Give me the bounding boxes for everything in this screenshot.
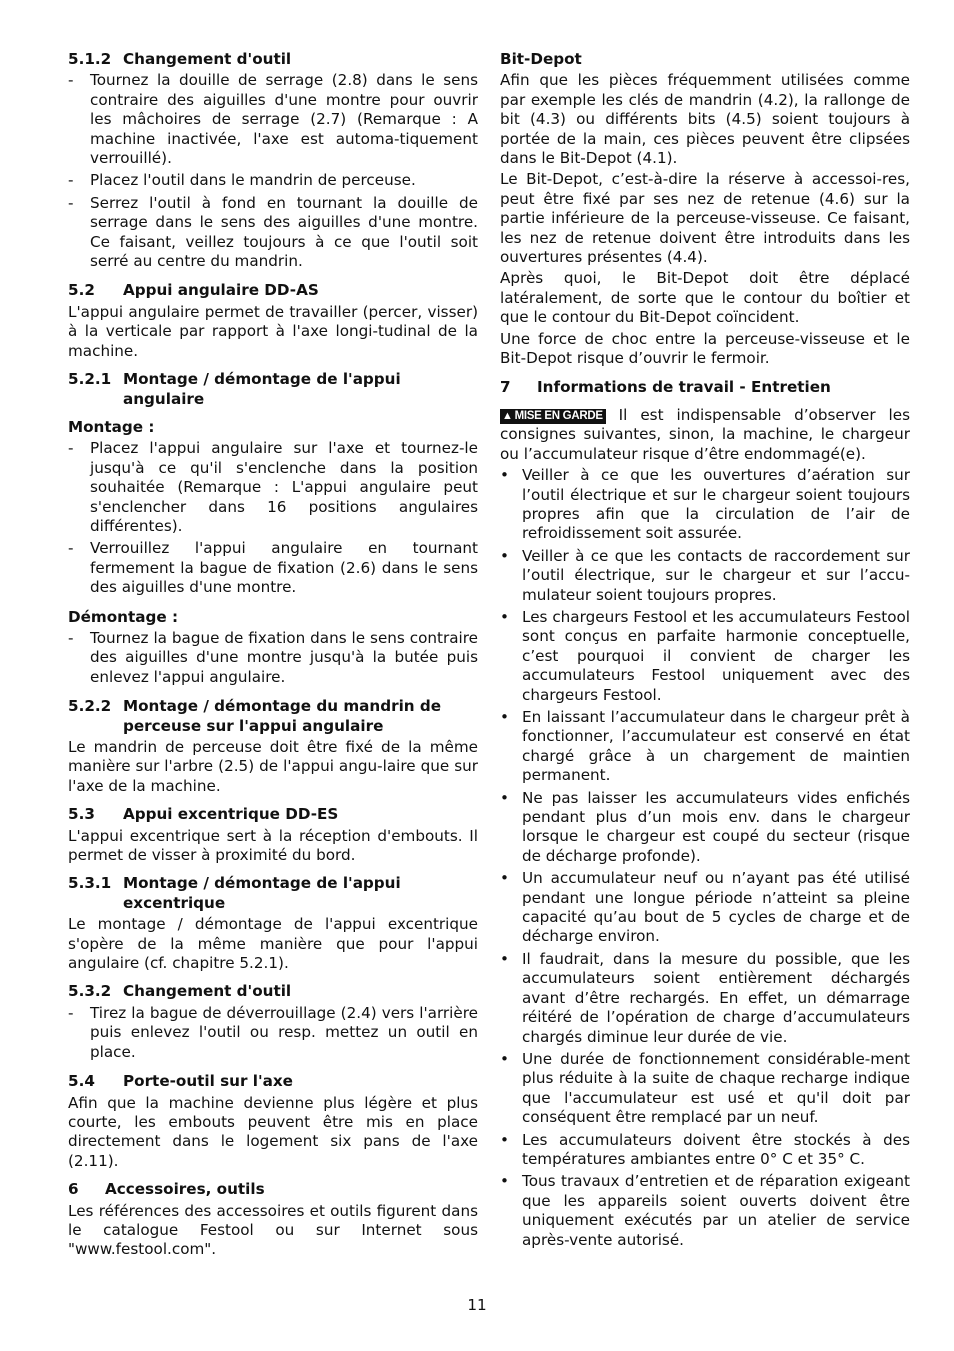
list-item: - Tirez la bague de déverrouillage (2.4) vers l'arrière puis enlevez l'outil ou resp. mettez un outil en place.: [68, 1003, 478, 1061]
paragraph: L'appui angulaire permet de travailler (percer, visser) à la verticale par rapport à l'axe longi-tudinal de la machine.: [68, 302, 478, 360]
list-item: - Tournez la douille de serrage (2.8) dans le sens contraire des aiguilles d'une montre pour ouvrir les mâchoires de serrage (2.7) (Remarque : A machine inactivée, l'axe est automa-tiquement verrouillé).: [68, 71, 478, 168]
warning-badge: ▲ MISE EN GARDE: [500, 409, 606, 424]
list-maintenance: [500, 466, 910, 1250]
heading-5-4: 5.4 Porte-outil sur l'axe: [68, 1072, 293, 1091]
paragraph: Le Bit-Depot, c’est-à-dire la réserve à accessoi-res, peut être fixé par ses nez de retenue (4.6) sur la partie inférieure de la perceuse-visseuse. Ce faisant, les nez de retenue doivent être introduits dans les ouvertures présentes (4.4).: [500, 170, 910, 267]
left-column: [68, 50, 478, 1262]
montage-label: Montage :: [68, 417, 155, 436]
heading-5-3-2: 5.3.2 Changement d'outil: [68, 982, 292, 1001]
list-item: • Une durée de fonctionnement considérable-ment plus réduite à la suite de chaque recharge indique que l'accumulateur est usé et qu'il doit par conséquent être remplacé par un neuf.: [500, 1049, 910, 1127]
list-item: • Veiller à ce que les contacts de raccordement sur l’outil électrique, sur le chargeur et sur l’accu-mulateur soient toujours propres.: [500, 546, 910, 604]
list-item: - Placez l'outil dans le mandrin de perceuse.: [68, 171, 416, 190]
list-item: • Il faudrait, dans la mesure du possible, que les accumulateurs soient entièrement déchargés avant d’être rechargés. En effet, un démarrage réitéré de l’opération de charge d’accumulateurs chargés diminue leur durée de vie.: [500, 949, 910, 1046]
list-item: • Les chargeurs Festool et les accumulateurs Festool sont conçus en parfaite harmonie conceptuelle, c’est pourquoi il convient de charger les accumulateurs Festool uniquement avec des chargeurs Festool.: [500, 607, 910, 704]
list-item: - Tournez la bague de fixation dans le sens contraire des aiguilles d'une montre jusqu'à la butée puis enlevez l'appui angulaire.: [68, 628, 478, 686]
page-number: 11: [467, 1296, 487, 1314]
warning-icon: ▲: [502, 409, 513, 422]
list-5-1-2: [68, 71, 478, 271]
list-item: • Veiller à ce que les ouvertures d’aération sur l’outil électrique et sur le chargeur soient toujours propres afin que la circulation de l’air de refroidissement soit assurée.: [500, 466, 910, 543]
right-column: [500, 50, 910, 1253]
paragraph: Après quoi, le Bit-Depot doit être déplacé latéralement, de sorte que le contour du boîtier et que le contour du Bit-Depot coïncident.: [500, 269, 910, 327]
warning-paragraph: ▲ MISE EN GARDE Il est indispensable d’observer les consignes suivantes, sinon, la machine, le chargeur ou l’accumulateur risque d’être endommagé(e).: [500, 405, 910, 463]
list-demontage: [68, 629, 478, 687]
list-item: • Ne pas laisser les accumulateurs vides enfichés pendant plus d’un mois env. dans le chargeur lorsque le chargeur est coupé du secteur (risque de décharge profonde).: [500, 788, 910, 865]
paragraph: Le montage / démontage de l'appui excentrique s'opère de la même manière que pour l'appui angulaire (cf. chapitre 5.2.1).: [68, 915, 478, 973]
paragraph: Afin que les pièces fréquemment utilisées comme par exemple les clés de mandrin (4.2), la rallonge de bit (4.3) ou différents bits (4.5) soient toujours à portée de la main, ces pièces peuvent être clipsées dans le Bit-Depot (4.1).: [500, 71, 910, 168]
list-item: • Un accumulateur neuf ou n’ayant pas été utilisé pendant une longue période n’atteint sa pleine capacité qu’au bout de 5 cycles de charge et de décharge environ.: [500, 869, 910, 946]
paragraph: Une force de choc entre la perceuse-visseuse et le Bit-Depot risque d’ouvrir le fermoir.: [500, 329, 910, 368]
heading-5-3-1: 5.3.1 Montage / démontage de l'appui excentrique: [68, 874, 401, 912]
paragraph: Afin que la machine devienne plus légère et plus courte, les embouts peuvent être mis en place directement dans le logement six pans de l'axe (2.11).: [68, 1093, 478, 1170]
heading-5-3: 5.3 Appui excentrique DD-ES: [68, 805, 339, 824]
heading-bit-depot: Bit-Depot: [500, 50, 582, 68]
paragraph: Le mandrin de perceuse doit être fixé de la même manière sur l'arbre (2.5) de l'appui angu-laire que sur l'axe de la machine.: [68, 738, 478, 795]
heading-6: 6 Accessoires, outils: [68, 1180, 265, 1199]
list-item: - Serrez l'outil à fond en tournant la douille de serrage dans le sens des aiguilles d'une montre. Ce faisant, veillez toujours à ce que l'outil soit serré au centre du mandrin.: [68, 193, 478, 271]
list-item: • Tous travaux d’entretien et de réparation exigeant que les appareils soient ouverts doivent être uniquement exécutés par un atelier de service après-vente autorisé.: [500, 1172, 910, 1249]
list-item: • Les accumulateurs doivent être stockés à des températures ambiantes entre 0° C et 35° C.: [500, 1130, 910, 1168]
list-item: - Placez l'appui angulaire sur l'axe et tournez-le jusqu'à ce qu'il s'enclenche dans la position souhaitée (Remarque : L'appui angulaire peut s'enclencher dans 16 positions angulaires différentes).: [68, 439, 478, 535]
heading-5-2: 5.2 Appui angulaire DD-AS: [68, 281, 319, 300]
heading-7: 7 Informations de travail - Entretien: [500, 377, 831, 396]
list-item: • En laissant l’accumulateur dans le chargeur prêt à fonctionner, l’accumulateur est conservé en état chargé grâce à un chargement de maintien permanent.: [500, 708, 910, 785]
heading-5-2-2: 5.2.2 Montage / démontage du mandrin de perceuse sur l'appui angulaire: [68, 697, 442, 735]
demontage-label: Démontage :: [68, 607, 179, 626]
heading-5-1-2: 5.1.2 Changement d'outil: [68, 50, 292, 68]
list-montage: [68, 439, 478, 597]
list-item: - Verrouillez l'appui angulaire en tournant fermement la bague de fixation (2.6) dans le sens des aiguilles d'une montre.: [68, 539, 478, 597]
list-5-3-2: [68, 1004, 478, 1062]
paragraph: Les références des accessoires et outils figurent dans le catalogue Festool ou sur Internet sous "www.festool.com".: [68, 1201, 478, 1259]
heading-5-2-1: 5.2.1 Montage / démontage de l'appui angulaire: [68, 370, 401, 408]
paragraph: L'appui excentrique sert à la réception d'embouts. Il permet de visser à proximité du bord.: [68, 826, 478, 865]
